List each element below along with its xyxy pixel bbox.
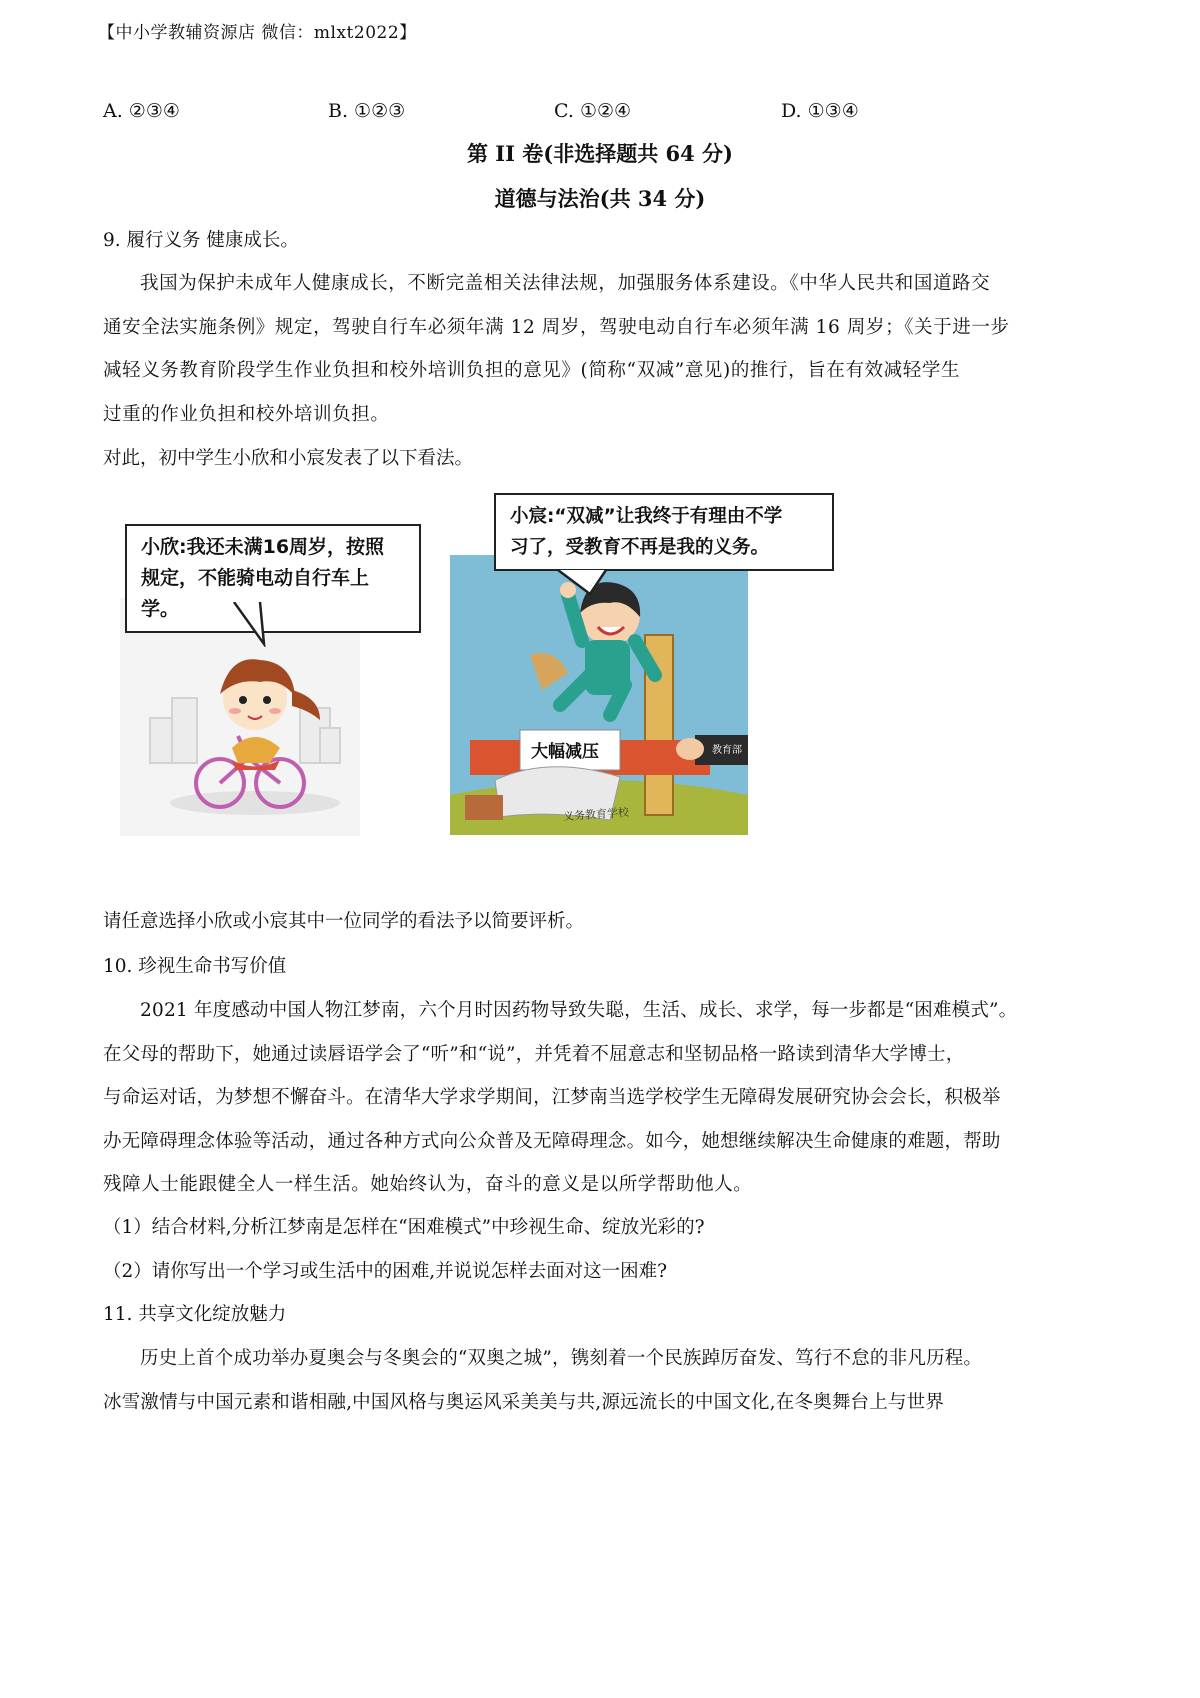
q9-ask: 请任意选择小欣或小宸其中一位同学的看法予以简要评析。	[103, 911, 585, 932]
sign-text: 大幅减压	[531, 742, 599, 762]
q10-para-line: 2021 年度感动中国人物江梦南，六个月时因药物导致失聪，生活、成长、求学，每一步都是“困难模式”。	[140, 1000, 1018, 1021]
bubble-line: 小欣:我还未满16周岁，按照	[141, 536, 385, 558]
speech-bubble-tail	[230, 602, 280, 647]
q10-para-line: 残障人士能跟健全人一样生活。她始终认为，奋斗的意义是以所学帮助他人。	[103, 1174, 753, 1195]
speech-bubble-tail	[556, 570, 626, 596]
q9-para-line: 过重的作业负担和校外培训负担。	[103, 404, 390, 425]
bubble-line: 小宸:“双减”让我终于有理由不学	[510, 506, 783, 527]
sleeve-text: 教育部	[712, 745, 742, 756]
ground-text: 义务教育学校	[562, 805, 630, 824]
option-d: D. ①③④	[781, 100, 859, 122]
q10-para-line: 办无障碍理念体验等活动，通过各种方式向公众普及无障碍理念。如今，她想继续解决生命健康的难题，帮助	[103, 1131, 1001, 1152]
bubble-line: 规定，不能骑电动自行车上学。	[141, 567, 370, 620]
q11-para-line: 历史上首个成功举办夏奥会与冬奥会的“双奥之城”，镌刻着一个民族踔厉奋发、笃行不怠的非凡历程。	[140, 1348, 983, 1369]
option-c: C. ①②④	[554, 100, 632, 122]
q9-para-line: 减轻义务教育阶段学生作业负担和校外培训负担的意见》(简称“双减”意见)的推行，旨在有效减轻学生	[103, 360, 961, 381]
q10-title: 10. 珍视生命书写价值	[103, 956, 287, 977]
q10-sub2: （2）请你写出一个学习或生活中的困难,并说说怎样去面对这一困难?	[103, 1261, 668, 1282]
speech-bubble-xiaochen	[494, 493, 834, 571]
q11-para-line: 冰雪激情与中国元素和谐相融,中国风格与奥运风采美美与共,源远流长的中国文化,在冬奥舞台上与世界	[103, 1392, 945, 1413]
option-b: B. ①②③	[328, 100, 406, 122]
boy-jumping-illustration	[450, 555, 748, 835]
bubble-line: 习了，受教育不再是我的义务。	[510, 537, 770, 558]
section-title: 第 II 卷(非选择题共 64 分)	[467, 141, 733, 166]
q10-sub1: （1）结合材料,分析江梦南是怎样在“困难模式”中珍视生命、绽放光彩的?	[103, 1217, 705, 1238]
q9-lead: 对此，初中学生小欣和小宸发表了以下看法。	[103, 448, 474, 469]
q9-para-line: 通安全法实施条例》规定，驾驶自行车必须年满 12 周岁，驾驶电动自行车必须年满 16 周岁；《关于进一步	[103, 317, 1010, 338]
page-header: 【中小学教辅资源店 微信：mlxt2022】	[98, 23, 417, 43]
q9-para-line: 我国为保护未成年人健康成长，不断完盖相关法律法规，加强服务体系建设。《中华人民共和国道路交	[140, 273, 991, 294]
option-a: A. ②③④	[103, 100, 180, 122]
q10-para-line: 在父母的帮助下，她通过读唇语学会了“听”和“说”，并凭着不屈意志和坚韧品格一路读到清华大学博士，	[103, 1044, 965, 1065]
subject-title: 道德与法治(共 34 分)	[494, 186, 706, 211]
q9-title: 9. 履行义务 健康成长。	[103, 230, 299, 251]
q10-para-line: 与命运对话，为梦想不懈奋斗。在清华大学求学期间，江梦南当选学校学生无障碍发展研究协会会长，积极举	[103, 1087, 1001, 1108]
q11-title: 11. 共享文化绽放魅力	[103, 1304, 287, 1325]
